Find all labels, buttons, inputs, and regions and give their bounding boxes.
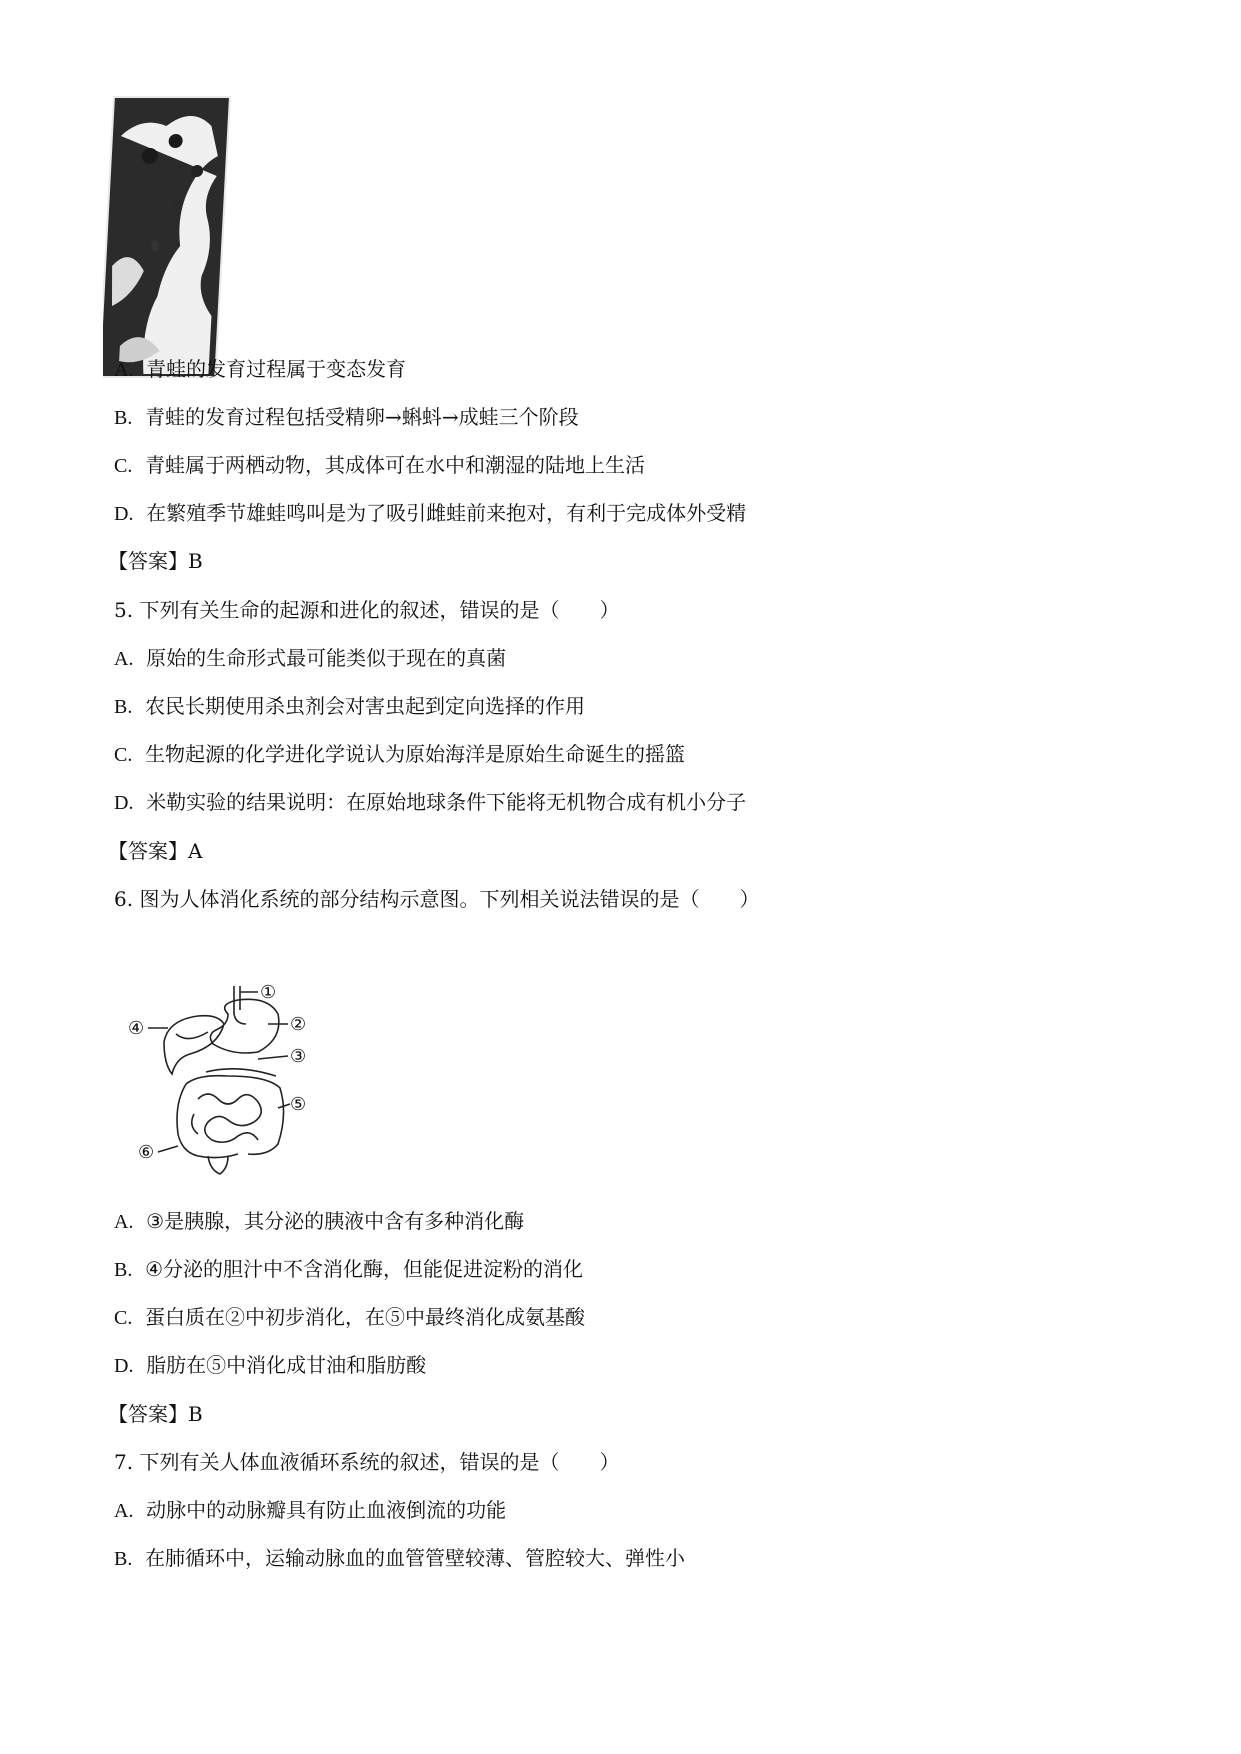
q6-option-b [114,1256,583,1283]
option-text: 在繁殖季节雄蛙鸣叫是为了吸引雌蛙前来抱对，有利于完成体外受精 [146,501,747,525]
label-1: ① [260,984,277,1003]
q4-option-b [114,404,579,431]
q7-option-b [114,1545,685,1572]
label-6: ⑥ [138,1142,155,1163]
option-text: 青蛙属于两栖动物，其成体可在水中和潮湿的陆地上生活 [145,453,646,477]
option-letter: B. [114,407,133,429]
option-letter: C. [114,744,133,766]
option-letter: A. [114,359,134,381]
q6-answer: 【答案】B [108,1402,203,1426]
label-3: ③ [290,1046,307,1067]
option-text: 农民长期使用杀虫剂会对害虫起到定向选择的作用 [145,694,586,718]
option-letter: D. [114,792,134,814]
option-letter: B. [114,1259,133,1281]
option-text: 蛋白质在②中初步消化，在⑤中最终消化成氨基酸 [145,1305,586,1329]
q4-answer: 【答案】B [108,549,203,573]
q6-stem: 6. 图为人体消化系统的部分结构示意图。下列相关说法错误的是（ ） [114,887,760,911]
q5-stem: 5. 下列有关生命的起源和进化的叙述，错误的是（ ） [114,598,620,622]
option-text: ④分泌的胆汁中不含消化酶，但能促进淀粉的消化 [145,1257,583,1281]
q7-option-a [114,1497,506,1524]
option-letter: C. [114,1307,133,1329]
q5-option-d [114,789,746,816]
q6-option-d [114,1352,426,1379]
q6-option-a [114,1208,524,1235]
option-text: 在肺循环中，运输动脉血的血管管壁较薄、管腔较大、弹性小 [145,1546,686,1570]
q5-option-a [114,645,506,672]
option-text: 原始的生命形式最可能类似于现在的真菌 [146,646,507,670]
option-text: 青蛙的发育过程属于变态发育 [146,357,407,381]
option-letter: D. [114,503,134,525]
option-text: ③是胰腺，其分泌的胰液中含有多种消化酶 [146,1209,525,1233]
option-text: 脂肪在⑤中消化成甘油和脂肪酸 [146,1353,427,1377]
q7-stem: 7. 下列有关人体血液循环系统的叙述，错误的是（ ） [114,1450,620,1474]
option-text: 青蛙的发育过程包括受精卵→蝌蚪→成蛙三个阶段 [145,405,579,429]
q4-option-a [114,356,406,383]
label-4: ④ [128,1018,145,1039]
option-letter: A. [114,1500,134,1522]
option-letter: B. [114,1548,133,1570]
q5-option-b [114,693,585,720]
q5-option-c [114,741,685,768]
option-text: 米勒实验的结果说明：在原始地球条件下能将无机物合成有机小分子 [146,790,747,814]
q6-option-c [114,1304,585,1331]
option-text: 动脉中的动脉瓣具有防止血液倒流的功能 [146,1498,507,1522]
option-letter: A. [114,1211,134,1233]
label-2: ② [290,1014,307,1035]
label-5: ⑤ [290,1094,307,1115]
frog-development-photo [103,96,243,378]
option-letter: A. [114,648,134,670]
q4-option-c [114,452,645,479]
option-letter: B. [114,696,133,718]
option-letter: D. [114,1355,134,1377]
q5-answer: 【答案】A [108,839,203,863]
option-letter: C. [114,455,133,477]
option-text: 生物起源的化学进化学说认为原始海洋是原始生命诞生的摇篮 [145,742,686,766]
digestive-system-diagram [128,984,328,1179]
q4-option-d [114,500,746,527]
